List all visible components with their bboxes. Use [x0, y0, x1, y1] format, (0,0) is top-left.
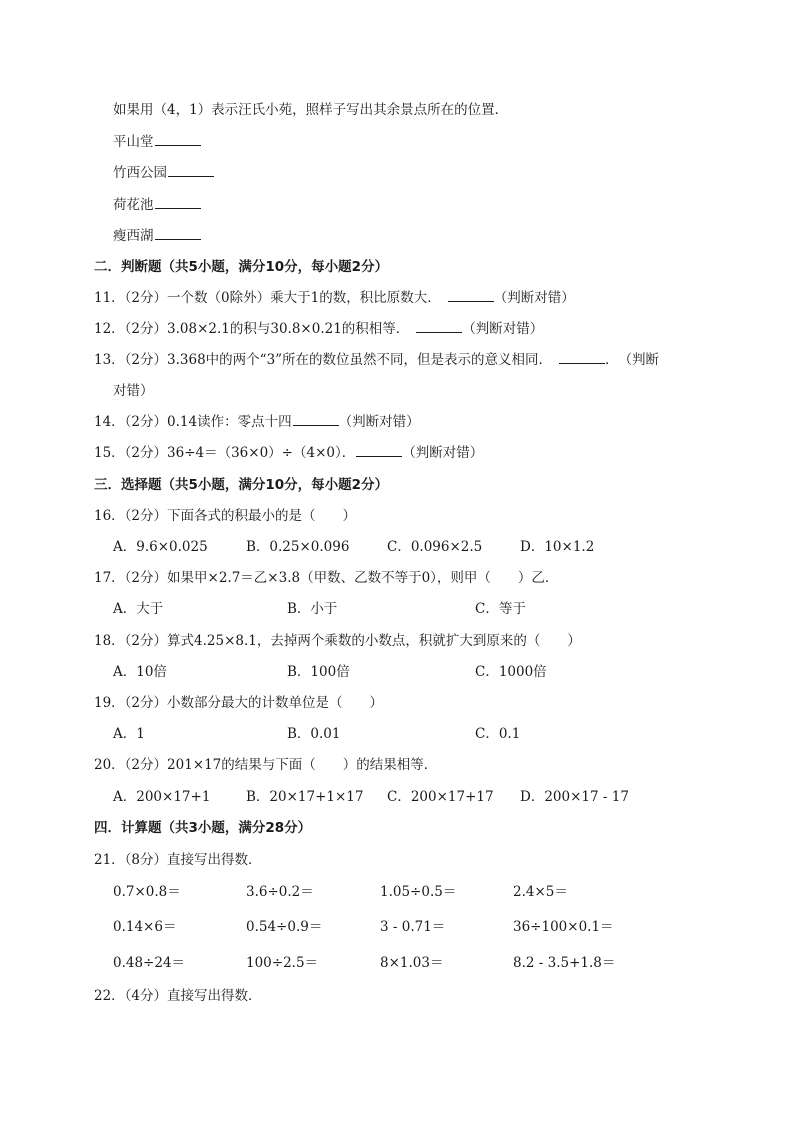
calc-item[interactable]: 0.7×0.8＝ — [113, 884, 181, 900]
place-pingshantang — [113, 132, 201, 152]
place-label: 荷花池 — [113, 197, 154, 213]
calc-item[interactable]: 36÷100×0.1＝ — [513, 919, 614, 935]
option-b[interactable]: B．0.25×0.096 — [246, 539, 350, 555]
answer-blank[interactable] — [293, 412, 339, 426]
calc-item[interactable]: 3.6÷0.2＝ — [246, 884, 314, 900]
answer-blank[interactable] — [155, 195, 201, 209]
option-d[interactable]: D．10×1.2 — [520, 539, 595, 555]
calc-item[interactable]: 0.48÷24＝ — [113, 955, 186, 971]
question-13-wrap: 对错） — [113, 383, 154, 399]
place-hehua-pond — [113, 195, 201, 215]
question-14 — [94, 412, 420, 432]
place-zhuxi-park — [113, 163, 214, 183]
place-label: 平山堂 — [113, 134, 154, 150]
question-text: 12．（2分）3.08×2.1的积与30.8×0.21的积相等． — [94, 321, 410, 337]
question-tail: （判断对错） — [493, 290, 575, 306]
option-c[interactable]: C．1000倍 — [475, 664, 547, 680]
option-a[interactable]: A．1 — [113, 726, 145, 742]
calc-item[interactable]: 100÷2.5＝ — [246, 955, 319, 971]
answer-blank[interactable] — [155, 226, 201, 240]
question-22: 22．（4分）直接写出得数． — [94, 988, 262, 1004]
option-c[interactable]: C．200×17+17 — [387, 789, 494, 805]
section3-heading: 三．选择题（共5小题，满分10分，每小题2分） — [94, 477, 389, 493]
option-b[interactable]: B．0.01 — [287, 726, 341, 742]
place-label: 竹西公园 — [113, 165, 167, 181]
option-a[interactable]: A．10倍 — [113, 664, 167, 680]
question-tail: （判断对错） — [338, 414, 420, 430]
question-18: 18．（2分）算式4.25×8.1，去掉两个乘数的小数点，积就扩大到原来的（ ） — [94, 633, 581, 649]
answer-blank[interactable] — [155, 132, 201, 146]
question-text: 11．（2分）一个数（0除外）乘大于1的数，积比原数大． — [94, 290, 441, 306]
answer-blank[interactable] — [448, 288, 494, 302]
option-b[interactable]: B．20×17+1×17 — [246, 789, 364, 805]
option-c[interactable]: C．等于 — [475, 601, 526, 617]
question-tail: ． （判断 — [605, 352, 660, 368]
calc-item[interactable]: 3 - 0.71＝ — [380, 919, 446, 935]
calc-item[interactable]: 2.4×5＝ — [513, 884, 568, 900]
option-b[interactable]: B．小于 — [287, 601, 338, 617]
answer-blank[interactable] — [356, 443, 402, 457]
place-label: 瘦西湖 — [113, 228, 154, 244]
question-text: 13．（2分）3.368中的两个“3”所在的数位虽然不同，但是表示的意义相同． — [94, 352, 553, 368]
question-12 — [94, 319, 543, 339]
intro-text: 如果用（4，1）表示汪氏小苑，照样子写出其余景点所在的位置． — [113, 102, 509, 118]
option-a[interactable]: A．9.6×0.025 — [113, 539, 208, 555]
question-text: 15．（2分）36÷4＝（36×0）÷（4×0）． — [94, 445, 356, 461]
question-tail: （判断对错） — [462, 321, 544, 337]
question-text: 14．（2分）0.14读作：零点十四 — [94, 414, 292, 430]
calc-item[interactable]: 0.54÷0.9＝ — [246, 919, 323, 935]
answer-blank[interactable] — [416, 319, 462, 333]
calc-item[interactable]: 8×1.03＝ — [380, 955, 444, 971]
section2-heading: 二．判断题（共5小题，满分10分，每小题2分） — [94, 259, 389, 275]
option-a[interactable]: A．大于 — [113, 601, 164, 617]
option-b[interactable]: B．100倍 — [287, 664, 350, 680]
question-21: 21．（8分）直接写出得数． — [94, 852, 262, 868]
answer-blank[interactable] — [559, 350, 605, 364]
calc-item[interactable]: 8.2 - 3.5+1.8＝ — [513, 955, 616, 971]
option-c[interactable]: C．0.096×2.5 — [387, 539, 483, 555]
option-c[interactable]: C．0.1 — [475, 726, 521, 742]
section4-heading: 四．计算题（共3小题，满分28分） — [94, 820, 312, 836]
question-17: 17．（2分）如果甲×2.7＝乙×3.8（甲数、乙数不等于0），则甲（ ）乙． — [94, 570, 559, 586]
calc-item[interactable]: 1.05÷0.5＝ — [380, 884, 457, 900]
calc-item[interactable]: 0.14×6＝ — [113, 919, 177, 935]
question-15 — [94, 443, 483, 463]
question-16: 16．（2分）下面各式的积最小的是（ ） — [94, 508, 357, 524]
option-a[interactable]: A．200×17+1 — [113, 789, 211, 805]
answer-blank[interactable] — [168, 163, 214, 177]
place-shouxi-lake — [113, 226, 201, 246]
question-tail: （判断对错） — [402, 445, 484, 461]
question-20: 20．（2分）201×17的结果与下面（ ）的结果相等． — [94, 757, 438, 773]
question-13 — [94, 350, 659, 370]
question-19: 19．（2分）小数部分最大的计数单位是（ ） — [94, 695, 384, 711]
option-d[interactable]: D．200×17 - 17 — [520, 789, 629, 805]
question-11 — [94, 288, 575, 308]
